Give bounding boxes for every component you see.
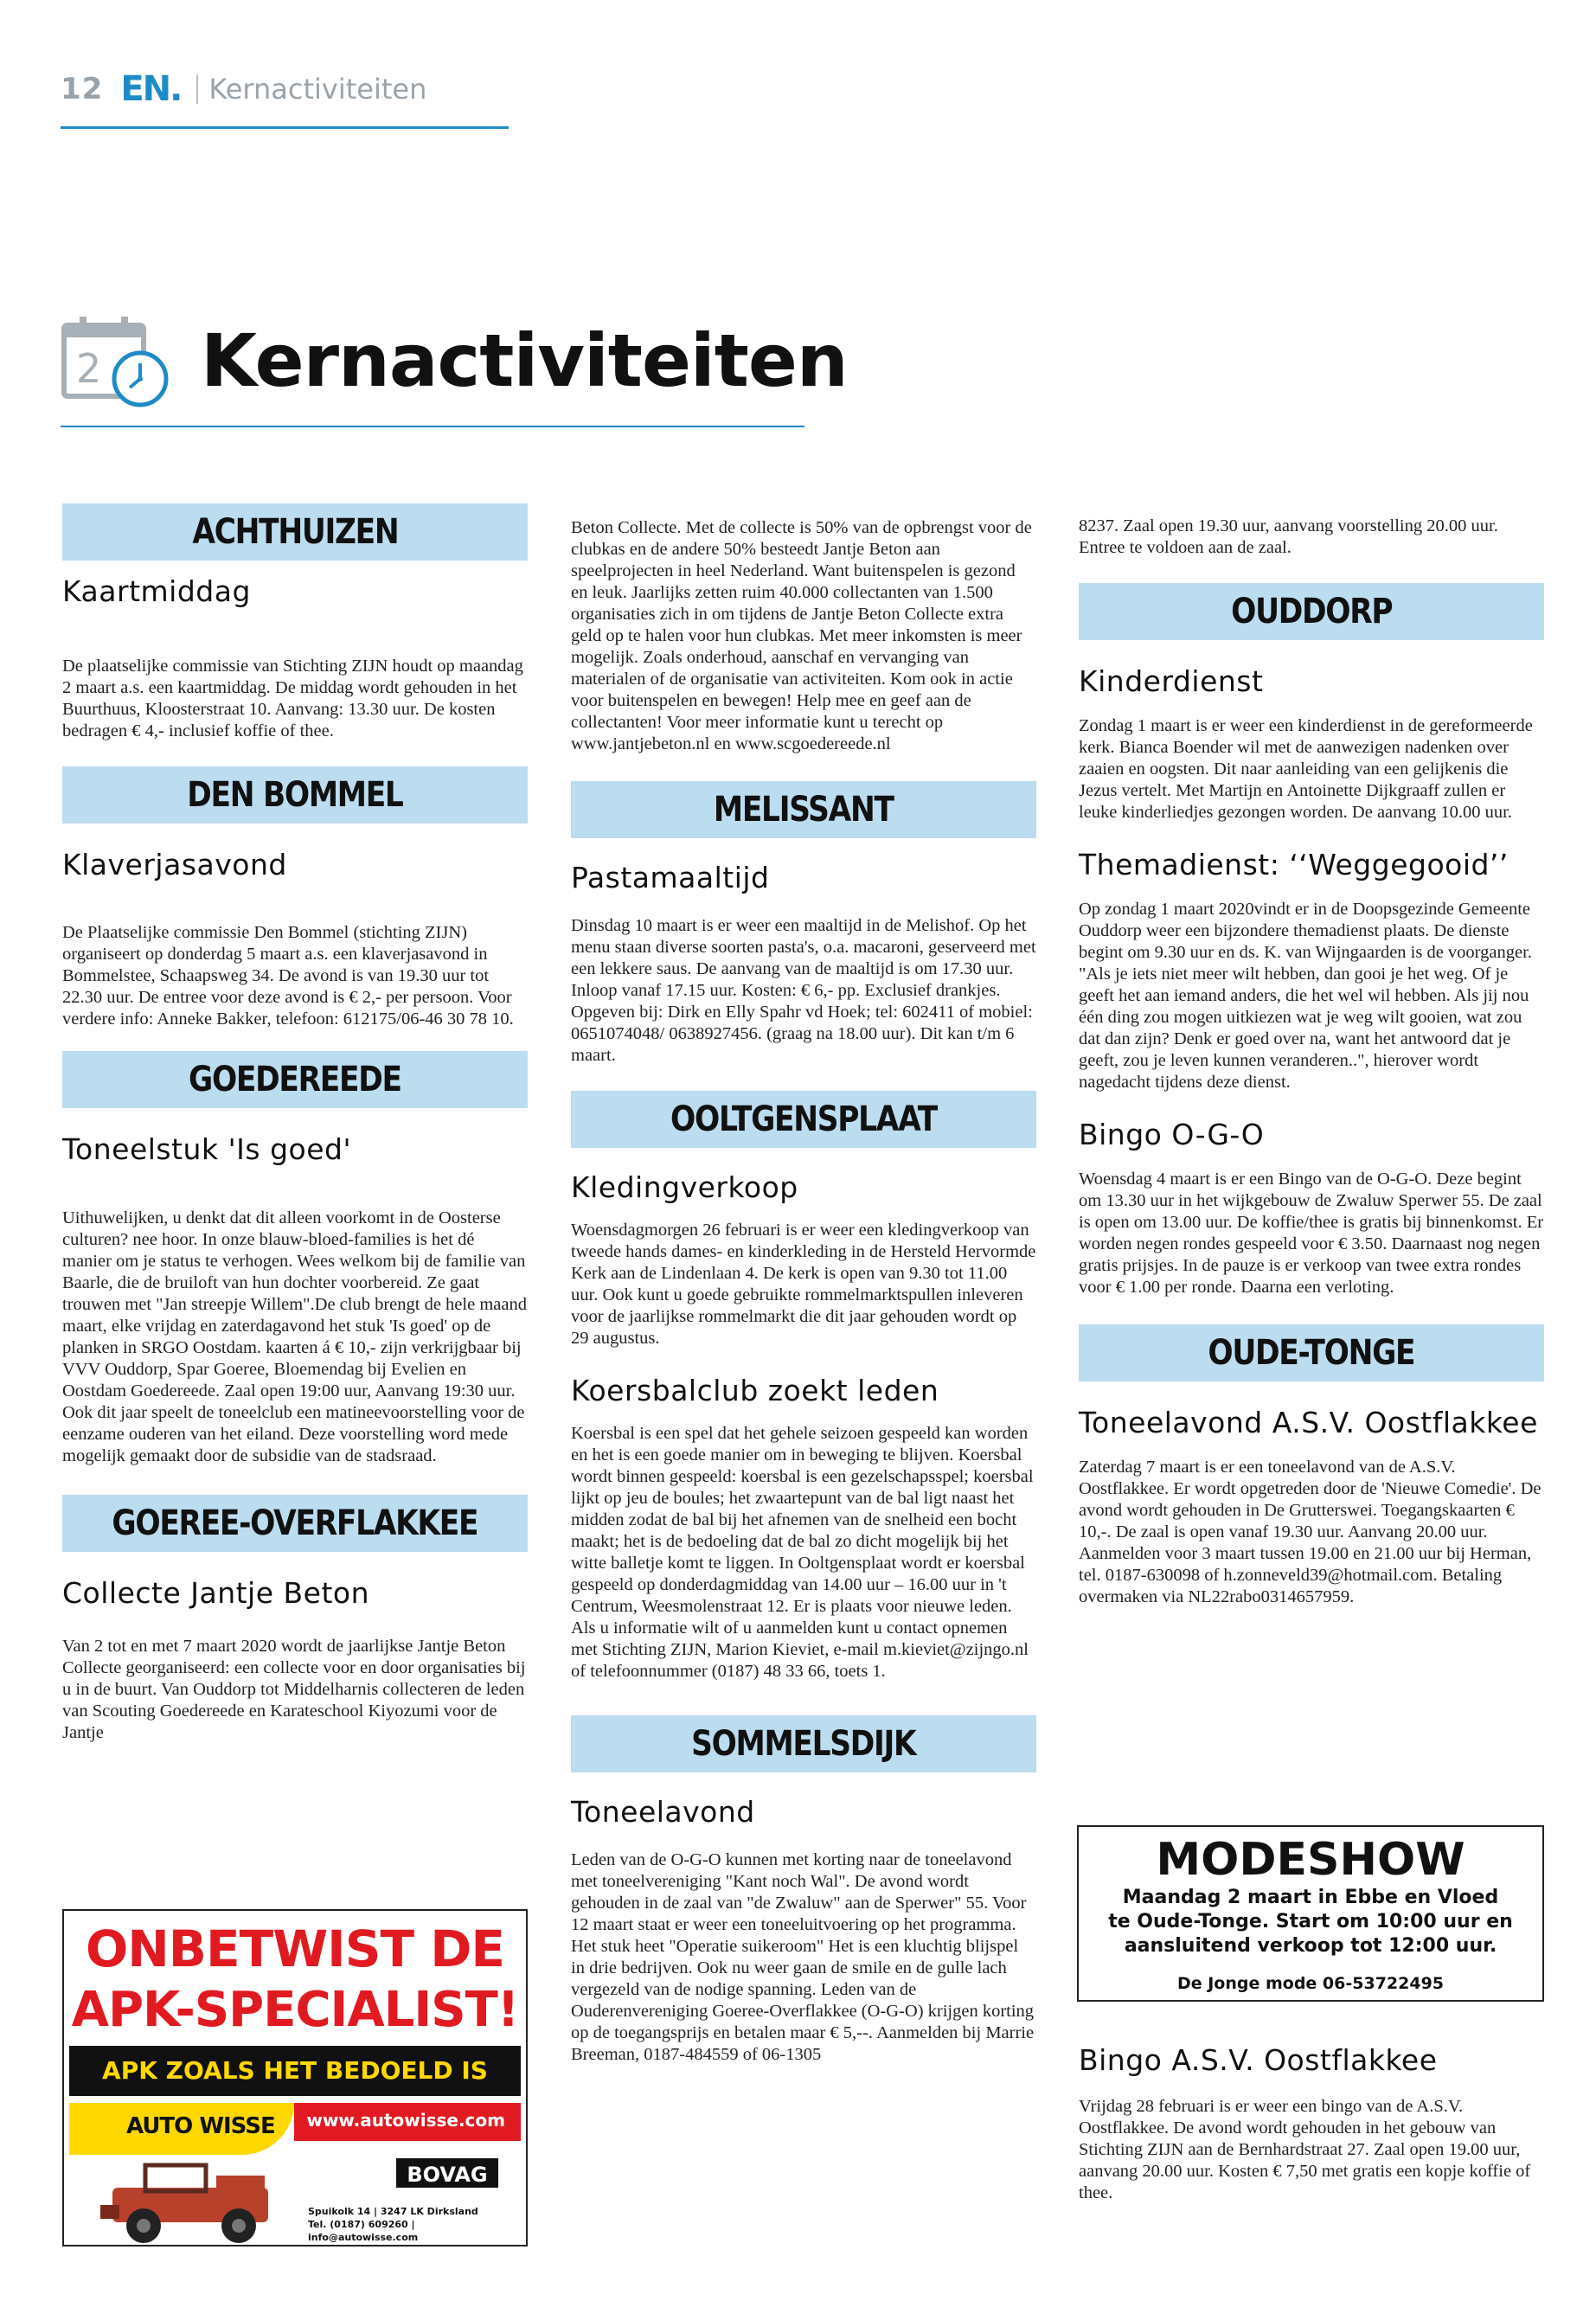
ad-address	[308, 2205, 521, 2244]
ad-company-name: AUTO WISSE	[126, 2113, 275, 2139]
event-body: Zaterdag 7 maart is er een toneelavond van de A.S.V. Oostflakkee. Er wordt opgetreden door de 'Nieuwe Comedie'. De avond wordt gehouden in De Grutterswei. Toegangskaarten € 10,-. De zaal is open vanaf 19.30 uur. Aanvang 20.00 uur. Aanmelden voor 3 maart tussen 19.00 en 21.00 uur bij Herman, tel. 0187-630098 of h.zonneveld39@hotmail.com. Betaling overmaken via NL22rabo0314657959.	[1079, 1458, 1542, 1606]
town-header-achthuizen: ACHTHUIZEN	[62, 503, 528, 561]
ad-headline: APK-SPECIALIST!	[71, 1982, 519, 2038]
calendar-digit: 2	[76, 345, 102, 392]
event-body: Dinsdag 10 maart is er weer een maaltijd in de Melishof. Op het menu staan diverse soorten pasta's, o.a. macaroni, geserveerd met een lekkere saus. De aanvang van de maaltijd is om 17.30 uur. Inloop vanaf 17.15 uur. Kosten: € 6,- pp. Exclusief drankjes. Opgeven bij: Dirk en Elly Spahr vd Hoek; tel: 602411 of mobiel: 0651074048/ 0638927456. (graag na 18.00 uur). Dit kan t/m 6 maart.	[571, 916, 1036, 1065]
event-title: Bingo O-G-O	[1079, 1118, 1265, 1151]
event-body: Uithuwelijken, u denkt dat dit alleen voorkomt in de Oosterse culturen? nee hoor. In onze blauw-bloed-families is het dé manier om je status te verhogen. Wees welkom bij de familie van Baarle, die de bruiloft van hun dochter voorbereid. Ze gaat trouwen met "Jan streepje Willem".De club brengt de hele maand maart, elke vrijdag en zaterdagavond het stuk 'Is goed' op de planken in SRGO Oostdam. kaarten á € 10,- zijn verkrijgbaar bij VVV Ouddorp, Spar Goeree, Bloemendag bij Evelien en Oostdam Goedereede. Zaal open 19:00 uur, Aanvang 19:30 uur. Ook dit jaar speelt de toneelclub een matineevoorstelling voor de eenzame ouderen van het eiland. Deze voorstelling word mede mogelijk gemaakt door de subsidie van de stadsraad.	[62, 1208, 527, 1465]
event-title: Kaartmiddag	[62, 574, 251, 608]
town-header-goeree-overflakkee: GOEREE-OVERFLAKKEE	[62, 1495, 528, 1552]
event-body: Op zondag 1 maart 2020vindt er in de Doopsgezinde Gemeente Ouddorp weer een bijzondere themadienst plaats. De dienste begint om 9.30 uur en ds. K. van Wijngaarden is de voorganger. "Als je iets niet meer wilt hebben, dan gooi je het weg. Of je geeft het aan iemand anders, die het wel wil hebben. Als jij nou één ding zou mogen uitkiezen wat je weg wilt gooien, wat zou dat dan zijn? Denk er goed over na, want het antwoord dat je geeft, zou je leven kunnen veranderen..", hierover wordt nagedacht tijdens deze dienst.	[1079, 900, 1532, 1092]
modeshow-contact: De Jonge mode 06-53722495	[1176, 1974, 1445, 1993]
column-3-lower	[1079, 2043, 1544, 2204]
event-title: Klaverjasavond	[62, 848, 287, 881]
section-name: Kernactiviteiten	[208, 73, 427, 106]
column-3	[1079, 516, 1544, 1608]
event-body: Woensdag 4 maart is er een Bingo van de O-G-O. Deze begint om 13.30 uur in het wijkgebouw de Zwaluw Sperwer 55. De zaal is open om 13.00 uur. De koffie/thee is gratis bij binnenkomst. Er worden negen rondes gespeeld voor € 3.50. Daarnaast nog negen gratis prijsjes. In de pauze is er verkoop van twee extra rondes voor € 1.00 per ronde. Daarna een verloting.	[1079, 1170, 1544, 1297]
town-header-sommelsdijk: SOMMELSDIJK	[571, 1715, 1036, 1772]
town-header-goedereede: GOEDEREEDE	[62, 1051, 528, 1108]
brand-logo: EN.	[120, 69, 182, 109]
page-title-bar	[61, 304, 848, 417]
ad-url-link[interactable]: www.autowisse.com	[306, 2110, 505, 2131]
advertisement-modeshow[interactable]	[1077, 1825, 1544, 2002]
town-header-den-bommel: DEN BOMMEL	[62, 766, 528, 824]
event-body: Leden van de O-G-O kunnen met korting naar de toneelavond met toneelvereniging "Kant noch Wal". De avond wordt gehouden in de zaal van "de Zwaluw" aan de Sperwer" 55. Voor 12 maart staat er weer een toneeluitvoering op het programma. Het stuk heet "Operatie suikeroom" Het is een kluchtig blijspel in drie bedrijven. Ook nu weer gaan de smile en de gulle lach vergezeld van de nodige spanning. Leden van de Ouderenvereniging Goeree-Overflakkee (O-G-O) krijgen korting op de toegangsprijs en betalen maar € 5,--. Aanmelden bij Marrie Breeman, 0187-484559 of 06-1305	[571, 1850, 1035, 2064]
calendar-clock-icon	[61, 313, 173, 408]
column-2	[571, 517, 1036, 2066]
event-title: Kledingverkoop	[571, 1170, 798, 1204]
ad-slogan: APK ZOALS HET BEDOELD IS	[69, 2046, 521, 2096]
event-body: Koersbal is een spel dat het gehele seizoen gespeeld kan worden en het is een goede manier om in beweging te blijven. Koersbal wordt binnen gespeeld: koersbal is een gezelschapsspel; koersbal lijkt op jeu de boules; het zwaartepunt van de bal ligt naast het midden zodat de bal bij het afnemen van de snelheid een bocht maakt; het is de bedoeling dat de bal zo dicht mogelijk bij het witte balletje komt te liggen. In Ooltgensplaat wordt er koersbal gespeeld op donderdagmiddag van 14.00 uur – 16.00 uur in 't Centrum, Weesmolenstraat 12. Er is plaats voor nieuwe leden. Als u informatie wilt of u aanmelden kunt u contact opnemen met Stichting ZIJN, Marion Kieviet, e-mail m.kieviet@zijngo.nl of telefoonnummer (0187) 48 33 66, toets 1.	[571, 1424, 1034, 1681]
header-separator	[196, 74, 198, 104]
event-title: Koersbalclub zoekt leden	[571, 1374, 939, 1407]
event-title: Kinderdienst	[1079, 664, 1264, 698]
bovag-logo: BOVAG	[396, 2158, 498, 2188]
town-header-melissant: MELISSANT	[571, 781, 1036, 838]
header-rule	[61, 126, 509, 129]
event-body: Woensdagmorgen 26 februari is er weer een kledingverkoop van tweede hands dames- en kinderkleding in de Hersteld Hervormde Kerk aan de Lindenlaan 4. De kerk is open van 9.30 tot 11.00 uur. Ook kunt u goede gebruikte rommelmarktspullen inleveren voor de jaarlijkse rommelmarkt die dit jaar gehouden wordt op 29 augustus.	[571, 1221, 1036, 1348]
advertisement-apk[interactable]	[62, 1909, 528, 2247]
ad-lower-panel	[69, 2103, 521, 2247]
town-header-ooltgensplaat: OOLTGENSPLAAT	[571, 1091, 1036, 1148]
jeep-car-icon	[95, 2150, 285, 2247]
modeshow-line: te Oude-Tonge. Start om 10:00 uur en	[1108, 1911, 1513, 1932]
column-1	[62, 503, 528, 1744]
ad-headline: ONBETWIST DE	[85, 1920, 505, 1978]
event-body: Zondag 1 maart is er weer een kinderdienst in de gereformeerde kerk. Bianca Boender wil met de aanwezigen nadenken over zaaien en oogsten. Dit naar aanleiding van een gelijkenis die Jezus vertelt. Met Martijn en Antoinette Dijkgraaff zullen er leuke kinderliedjes gezongen worden. De aanvang 10.00 uur.	[1079, 716, 1533, 822]
event-title: Toneelavond A.S.V. Oostflakkee	[1079, 1406, 1538, 1439]
event-body: De Plaatselijke commissie Den Bommel (stichting ZIJN) organiseert op donderdag 5 maart a.s. een klaverjasavond in Bommelstee, Schaapsweg 34. De avond is van 19.30 uur tot 22.30 uur. De entree voor deze avond is € 2,- per persoon. Voor verdere info: Anneke Bakker, telefoon: 612175/06-46 30 78 10.	[62, 923, 514, 1029]
ad-address-line: Spuikolk 14 | 3247 LK Dirksland	[308, 2206, 478, 2217]
page-number: 12	[61, 72, 104, 106]
event-title: Themadienst: ‘‘Weggegooid’’	[1079, 848, 1509, 881]
event-body-continued: Beton Collecte. Met de collecte is 50% van de opbrengst voor de clubkas en de andere 50% besteedt Jantje Beton aan speelprojecten in heel Nederland. Want buitenspelen is gezond en leuk. Jaarlijks zetten ruim 40.000 collectanten van 1.500 organisaties zich in om tijdens de Jantje Beton Collecte extra geld op te halen voor hun clubkas. Met meer inkomsten is meer mogelijk. Zoals onderhoud, aanschaf en vervanging van materialen of de organisatie van activiteiten. Kom ook in actie voor buitenspelen en bewegen! Help mee en geef aan de collectanten! Voor meer informatie kunt u terecht op www.jantjebeton.nl en www.scgoedereede.nl	[571, 518, 1032, 753]
event-body: Vrijdag 28 februari is er weer een bingo van de A.S.V. Oostflakkee. De avond wordt gehouden in het gebouw van Stichting ZIJN aan de Bernhardstraat 27. Zaal open 19.00 uur, aanvang 20.00 uur. Kosten € 7,50 met gratis een kopje koffie of thee.	[1079, 2097, 1531, 2202]
modeshow-line: Maandag 2 maart in Ebbe en Vloed	[1122, 1887, 1499, 1908]
title-rule	[61, 426, 804, 427]
page-title: Kernactiviteiten	[201, 318, 848, 403]
modeshow-line: aansluitend verkoop tot 12:00 uur.	[1124, 1935, 1497, 1957]
event-title: Bingo A.S.V. Oostflakkee	[1079, 2043, 1438, 2077]
modeshow-title: MODESHOW	[1156, 1834, 1465, 1886]
event-body-continued: 8237. Zaal open 19.30 uur, aanvang voorstelling 20.00 uur. Entree te voldoen aan de zaal.	[1079, 516, 1498, 557]
town-header-ouddorp: OUDDORP	[1079, 583, 1544, 640]
event-body: De plaatselijke commissie van Stichting ZIJN houdt op maandag 2 maart a.s. een kaartmiddag. De middag wordt gehouden in het Buurthuus, Kloosterstraat 10. Aanvang: 13.30 uur. De kosten bedragen € 4,- inclusief koffie of thee.	[62, 657, 523, 740]
event-body: Van 2 tot en met 7 maart 2020 wordt de jaarlijkse Jantje Beton Collecte georganiseerd: een collecte voor en door organisaties bij u in de buurt. Van Ouddorp tot Middelharnis collecteren de leden van Scouting Goedereede en Karateschool Kiyozumi voor de Jantje	[62, 1637, 526, 1742]
event-title: Toneelstuk 'Is goed'	[62, 1132, 352, 1166]
town-header-oude-tonge: OUDE-TONGE	[1079, 1324, 1544, 1381]
page-header	[61, 67, 426, 111]
event-title: Pastamaaltijd	[571, 861, 770, 894]
event-title: Toneelavond	[571, 1795, 755, 1829]
event-title: Collecte Jantje Beton	[62, 1576, 370, 1610]
ad-phone-line: Tel. (0187) 609260 | info@autowisse.com	[308, 2219, 419, 2243]
